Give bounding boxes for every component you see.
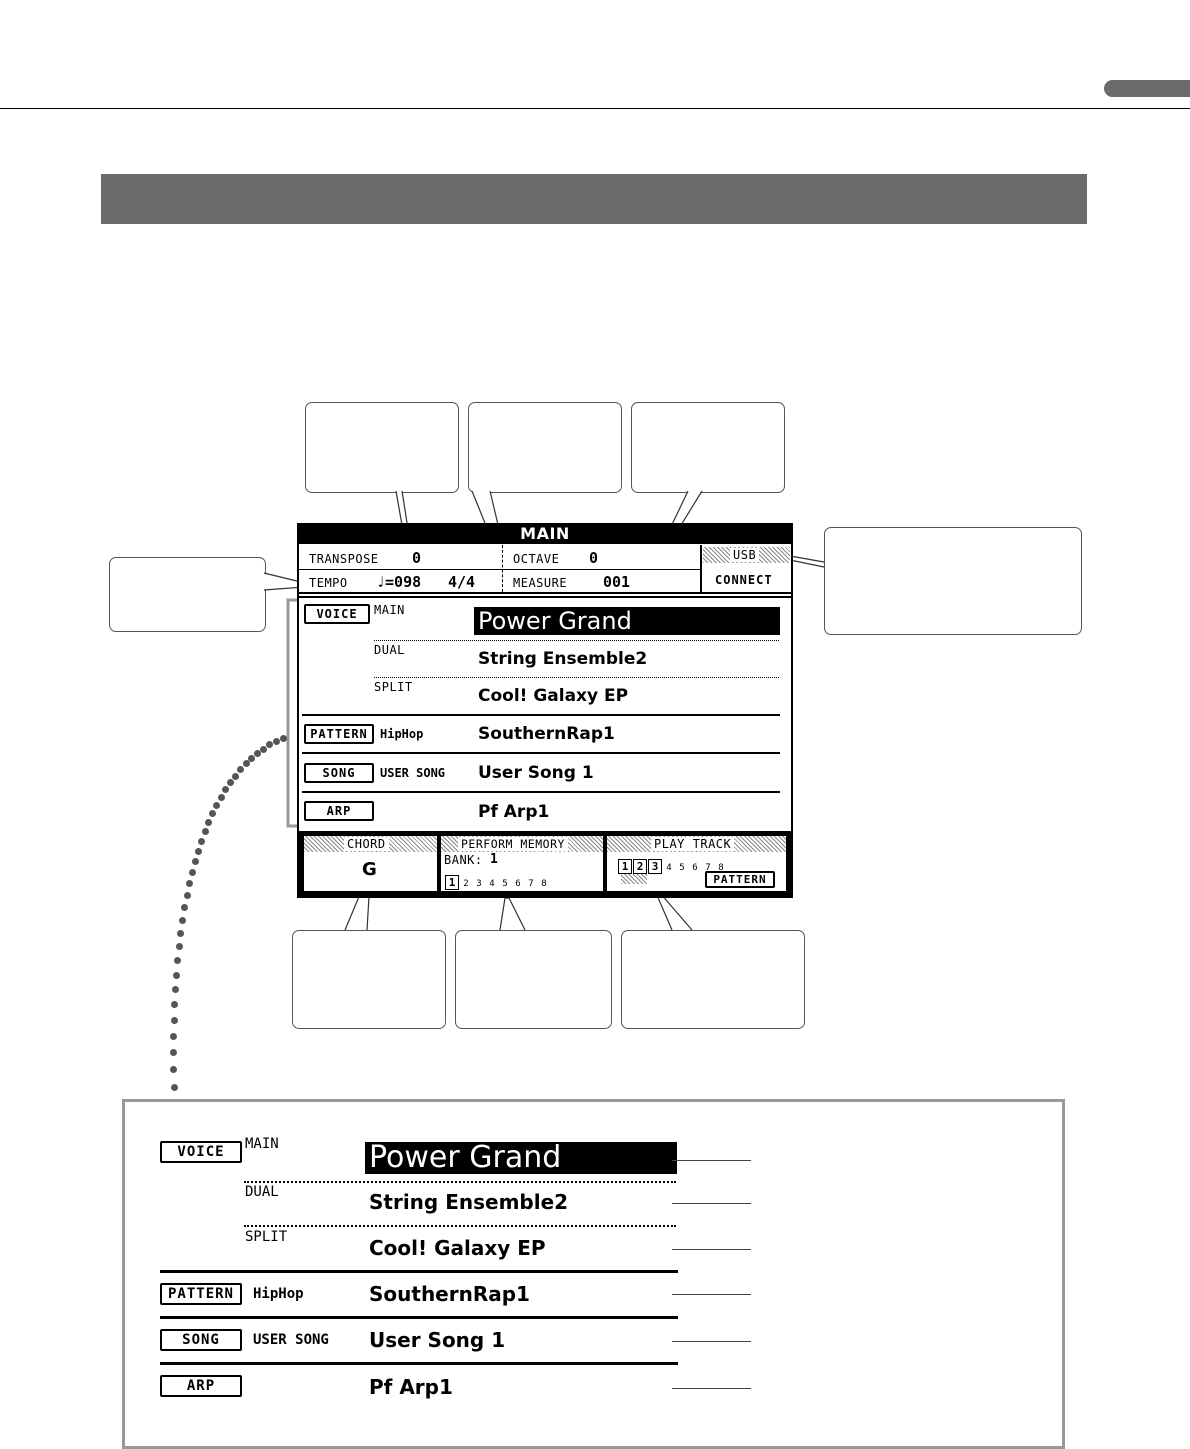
tempo-label: TEMPO	[309, 576, 348, 590]
zoom-song-name[interactable]: User Song 1	[369, 1328, 506, 1352]
leader-line-split	[672, 1249, 751, 1250]
arp-tag[interactable]: ARP	[304, 801, 374, 821]
track-number-2[interactable]: 2	[633, 859, 647, 874]
measure-value: 001	[603, 573, 631, 591]
voice-dual-name[interactable]: String Ensemble2	[478, 649, 648, 669]
zoom-voice-tag[interactable]: VOICE	[160, 1141, 242, 1163]
arp-name[interactable]: Pf Arp1	[478, 802, 550, 822]
chord-value: G	[362, 859, 377, 880]
zoom-voice-split-name[interactable]: Cool! Galaxy EP	[369, 1236, 546, 1260]
style-track-indicator	[621, 874, 647, 884]
zoom-voice-main-name[interactable]: Power Grand	[365, 1142, 677, 1174]
song-tag[interactable]: SONG	[304, 763, 374, 783]
leader-dot	[173, 972, 180, 979]
transpose-label: TRANSPOSE	[309, 552, 379, 566]
pattern-category: HipHop	[380, 727, 424, 741]
play-track-pattern-tag[interactable]: PATTERN	[705, 871, 775, 888]
leader-dot	[273, 738, 280, 745]
track-number-8[interactable]: 8	[718, 863, 724, 873]
voice-main-name[interactable]: Power Grand	[474, 607, 780, 635]
song-name[interactable]: User Song 1	[478, 763, 594, 783]
pattern-tag[interactable]: PATTERN	[304, 724, 374, 744]
leader-dot	[218, 794, 225, 801]
memory-number-5[interactable]: 5	[502, 879, 508, 889]
memory-number-8[interactable]: 8	[541, 879, 547, 889]
octave-value: 0	[589, 549, 599, 567]
octave-label: OCTAVE	[513, 552, 560, 566]
connect-label: CONNECT	[715, 573, 773, 587]
time-signature: 4/4	[448, 573, 476, 591]
lcd-title: MAIN	[297, 523, 793, 544]
memory-number-1[interactable]: 1	[445, 875, 459, 890]
track-number-4[interactable]: 4	[666, 863, 672, 873]
voice-dual-label: DUAL	[374, 643, 405, 657]
voice-split-name[interactable]: Cool! Galaxy EP	[478, 686, 629, 706]
leader-line-main	[672, 1160, 751, 1161]
leader-dot	[280, 735, 287, 742]
leader-dot	[202, 828, 209, 835]
zoom-arp-name[interactable]: Pf Arp1	[369, 1375, 453, 1399]
pattern-name[interactable]: SouthernRap1	[478, 724, 615, 744]
chord-label: CHORD	[344, 837, 389, 851]
zoom-pattern-category: HipHop	[253, 1286, 304, 1302]
leader-line-pattern	[672, 1294, 751, 1295]
track-number-1[interactable]: 1	[618, 859, 632, 874]
leader-dot	[189, 869, 196, 876]
track-number-3[interactable]: 3	[648, 859, 662, 874]
leader-dot	[198, 838, 205, 845]
leader-line-dual	[672, 1203, 751, 1204]
leader-dot	[260, 746, 267, 753]
zoom-pattern-name[interactable]: SouthernRap1	[369, 1282, 530, 1306]
bank-value: 1	[490, 852, 498, 867]
voice-tag[interactable]: VOICE	[304, 604, 370, 624]
memory-numbers	[445, 871, 551, 890]
memory-number-4[interactable]: 4	[489, 879, 495, 889]
leader-dot	[184, 892, 191, 899]
tempo-value: ♩=098	[376, 573, 422, 591]
zoom-arp-tag[interactable]: ARP	[160, 1375, 242, 1397]
zoom-voice-dual-label: DUAL	[245, 1184, 279, 1200]
zoom-song-tag[interactable]: SONG	[160, 1329, 242, 1351]
zoom-voice-split-label: SPLIT	[245, 1229, 288, 1245]
memory-number-2[interactable]: 2	[463, 879, 469, 889]
song-category: USER SONG	[380, 766, 446, 780]
leader-dot	[171, 1017, 178, 1024]
transpose-value: 0	[412, 549, 422, 567]
zoom-song-category: USER SONG	[253, 1332, 329, 1348]
memory-number-7[interactable]: 7	[528, 879, 534, 889]
leader-dot	[232, 773, 239, 780]
leader-dot	[192, 858, 199, 865]
perform-memory-label: PERFORM MEMORY	[458, 837, 568, 851]
voice-main-label: MAIN	[374, 603, 405, 617]
track-number-7[interactable]: 7	[705, 863, 711, 873]
leader-dot	[195, 848, 202, 855]
leader-line-arp	[672, 1388, 751, 1389]
usb-label: USB	[730, 548, 759, 562]
zoom-voice-main-label: MAIN	[245, 1136, 279, 1152]
leader-line-song	[672, 1341, 751, 1342]
measure-label: MEASURE	[513, 576, 568, 590]
zoom-voice-dual-name[interactable]: String Ensemble2	[369, 1190, 569, 1214]
voice-split-label: SPLIT	[374, 680, 413, 694]
memory-number-3[interactable]: 3	[476, 879, 482, 889]
bank-label: BANK:	[444, 853, 483, 867]
play-track-label: PLAY TRACK	[651, 837, 734, 851]
leader-dot	[171, 1084, 178, 1091]
track-number-5[interactable]: 5	[679, 863, 685, 873]
zoom-pattern-tag[interactable]: PATTERN	[160, 1283, 242, 1305]
track-number-6[interactable]: 6	[692, 863, 698, 873]
memory-number-6[interactable]: 6	[515, 879, 521, 889]
